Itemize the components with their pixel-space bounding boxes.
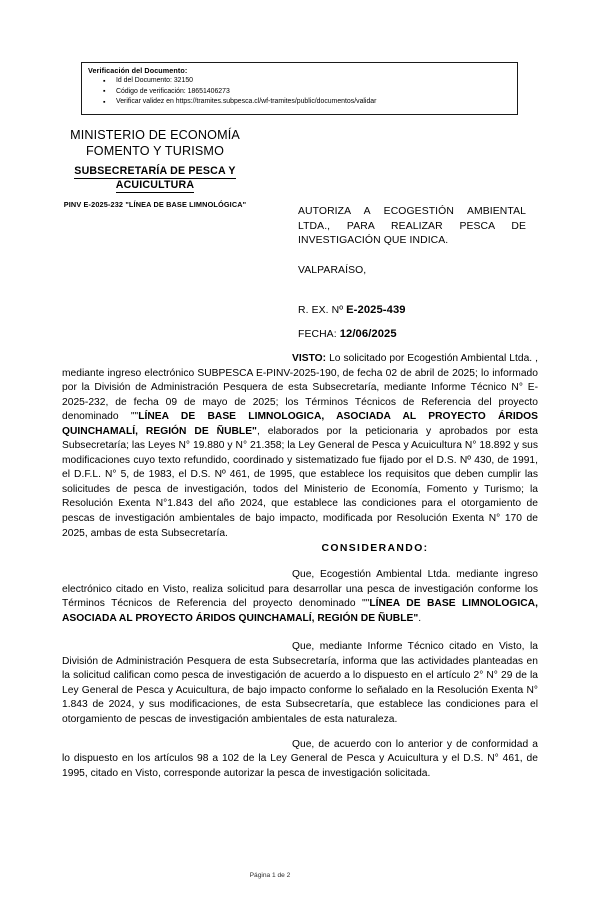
considerando-2-text: Que, mediante Informe Técnico citado en Visto, la División de Administración Pesquera de esta Subsecretaría, informa que las actividades planteadas en la solicitud califican como pesca de investigación de acuerdo a lo dispuesto en el artículo 2° N° 29 de la Ley General de Pesca y Acuicultura, de bajo impacto conforme lo señalado en la Resolución Exenta N° 1.843 de 2024, y sus modificaciones, de esta Subsecretaría, que establece las condiciones para el otorgamiento de pescas de investigación ambientales de esta naturaleza. [62,641,538,726]
page-footer [0,872,600,879]
verification-item-url [88,97,517,108]
verification-item-code [88,87,517,98]
considerando-1-text-part-1: Que, Ecogestión Ambiental Ltda. mediante ingreso electrónico citado en Visto, realiza solicitud para desarrollar una pesca de investigación conforme los Términos Técnicos de Referencia del proyecto denominado "" [62,569,538,610]
visto-project-name: LÍNEA DE BASE LIMNOLOGICA, ASOCIADA AL PROYECTO ÁRIDOS QUINCHAMALÍ, REGIÓN DE ÑUBLE" [62,411,538,437]
bullet-icon: ▪ [103,98,106,106]
visto-label: VISTO: [292,353,327,364]
visto-text-part-2: , elaborados por la peticionaria y aprobados por esta Subsecretaría; las Leyes N° 19.880 y N° 21.358; la Ley General de Pesca y Acuicultura N° 18.892 y sus modificaciones cuyo texto refundido, coordinado y sistematizado fue fijado por el D.S. Nº 430, de 1991, el D.F.L. N° 5, de 1983, el D.S. Nº 461, de 1995, que establece los requisitos que deben cumplir las solicitudes de pesca de investigación, todos del Ministerio de Economía, Fomento y Turismo; la Resolución Exenta N°1.843 del año 2024, que establece las condiciones para el otorgamiento de pescas de investigación ambientales de bajo impacto, modificada por Resolución Exenta N° 170 de 2025, ambas de esta Subsecretaría. [62,425,538,539]
subject-text: AUTORIZA A ECOGESTIÓN AMBIENTAL LTDA., PARA REALIZAR PESCA DE INVESTIGACIÓN QUE INDICA. [298,206,526,247]
bullet-icon: ▪ [103,77,106,85]
verification-box [81,62,518,115]
project-code-label: PINV E-2025-232 "LÍNEA DE BASE LIMNOLÓGICA" [63,200,247,209]
verification-title: Verificación del Documento: [88,66,188,75]
visto-text-part-1: Lo solicitado por Ecogestión Ambiental Ltda. , mediante ingreso electrónico SUBPESCA E-PINV-2025-190, de fecha 02 de abril de 2025; lo informado por la División de Administración Pesquera de esta Subsecretaría, mediante Informe Técnico N° E-2025-232, de fecha 09 de mayo de 2025; los Términos Técnicos de Referencia del proyecto denominado "" [62,353,538,423]
date-line [298,328,397,340]
subsecretary-heading [20,165,290,193]
verification-item-document-id [88,76,517,87]
paragraph-spacer [62,728,538,738]
considerando-1-project-name: LÍNEA DE BASE LIMNOLOGICA, ASOCIADA AL PROYECTO ÁRIDOS QUINCHAMALÍ, REGIÓN DE ÑUBLE" [62,598,538,624]
bullet-icon: ▪ [103,88,106,95]
subject-block [298,205,526,249]
resolution-label: R. EX. Nº [298,305,344,316]
ministry-line-1: MINISTERIO DE ECONOMÍA [70,128,240,142]
paragraph-visto [62,352,538,541]
resolution-number: E-2025-439 [346,304,406,316]
considerando-3-text: Que, de acuerdo con lo anterior y de conformidad a lo dispuesto en los artículos 98 a 102 de la Ley General de Pesca y Acuicultura y el D.S. N° 461, de 1995, citado en Visto, corresponde autorizar la pesca de investigación solicitada. [62,738,538,779]
paragraph-considerando-1 [62,568,538,626]
letterhead [20,128,290,209]
document-body [62,352,538,781]
city-label: VALPARAÍSO, [298,265,367,276]
paragraph-spacer [62,626,538,640]
ministry-line-2: FOMENTO Y TURISMO [85,143,225,158]
page-number-label: Página 1 de 2 [249,872,291,879]
considerando-heading: CONSIDERANDO: [321,543,429,555]
date-label: FECHA: [298,329,337,340]
paragraph-considerando-2 [62,640,538,727]
subsecretary-line-2: ACUICULTURA [115,179,195,191]
verification-item-text: Id del Documento: 32150 [116,77,193,84]
verification-url-text: Verificar validez en https://tramites.subpesca.cl/wf-tramites/public/documentos/validar [116,98,377,105]
verification-item-text: Código de verificación: 18651406273 [116,87,230,95]
date-value: 12/06/2025 [339,328,397,340]
considerando-1-text-part-2: . [418,612,422,624]
resolution-number-line [298,304,406,316]
verification-list [88,76,517,108]
subsecretary-line-1: SUBSECRETARÍA DE PESCA Y [74,165,236,177]
paragraph-considerando-3 [62,738,538,782]
